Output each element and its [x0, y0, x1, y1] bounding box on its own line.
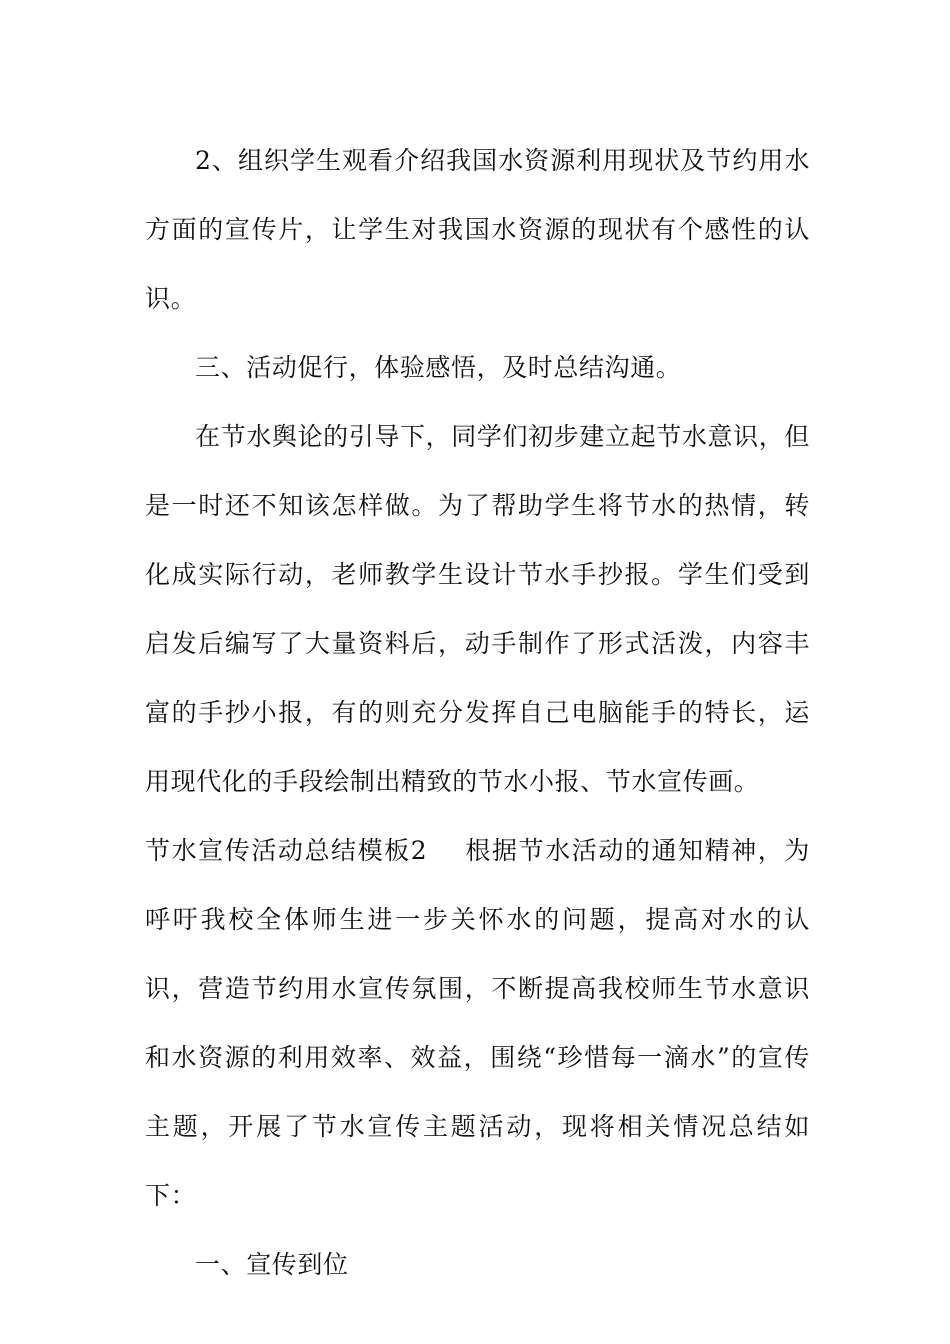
template-title: 节水宣传活动总结模板2 — [145, 836, 428, 865]
section-heading-one: 一、宣传到位 — [195, 1250, 349, 1279]
paragraph-newspaper-activity: 在节水舆论的引导下，同学们初步建立起节水意识，但是一时还不知该怎样做。为了帮助学生将节水的热情，转化成实际行动，老师教学生设计节水手抄报。学生们受到启发后编写了大量资料后，动手制作了形式活泼，内容丰富的手抄小报，有的则充分发挥自己电脑能手的特长，运用现代化的手段绘制出精致的节水小报、节水宣传画。 — [145, 422, 810, 796]
template-intro: 根据节水活动的通知精神，为呼吁我校全体师生进一步关怀水的问题，提高对水的认识，营造节约用水宣传氛围，不断提高我校师生节水意识和水资源的利用效率、效益，围绕“珍惜每一滴水”的宣传主题，开展了节水宣传主题活动，现将相关情况总结如下： — [145, 836, 810, 1210]
paragraph-template-2 — [145, 816, 810, 1230]
document-body — [145, 126, 810, 1299]
paragraph-watch-video: 2、组织学生观看介绍我国水资源利用现状及节约用水方面的宣传片，让学生对我国水资源的现状有个感性的认识。 — [145, 146, 810, 313]
section-heading-three: 三、活动促行，体验感悟，及时总结沟通。 — [195, 353, 682, 382]
